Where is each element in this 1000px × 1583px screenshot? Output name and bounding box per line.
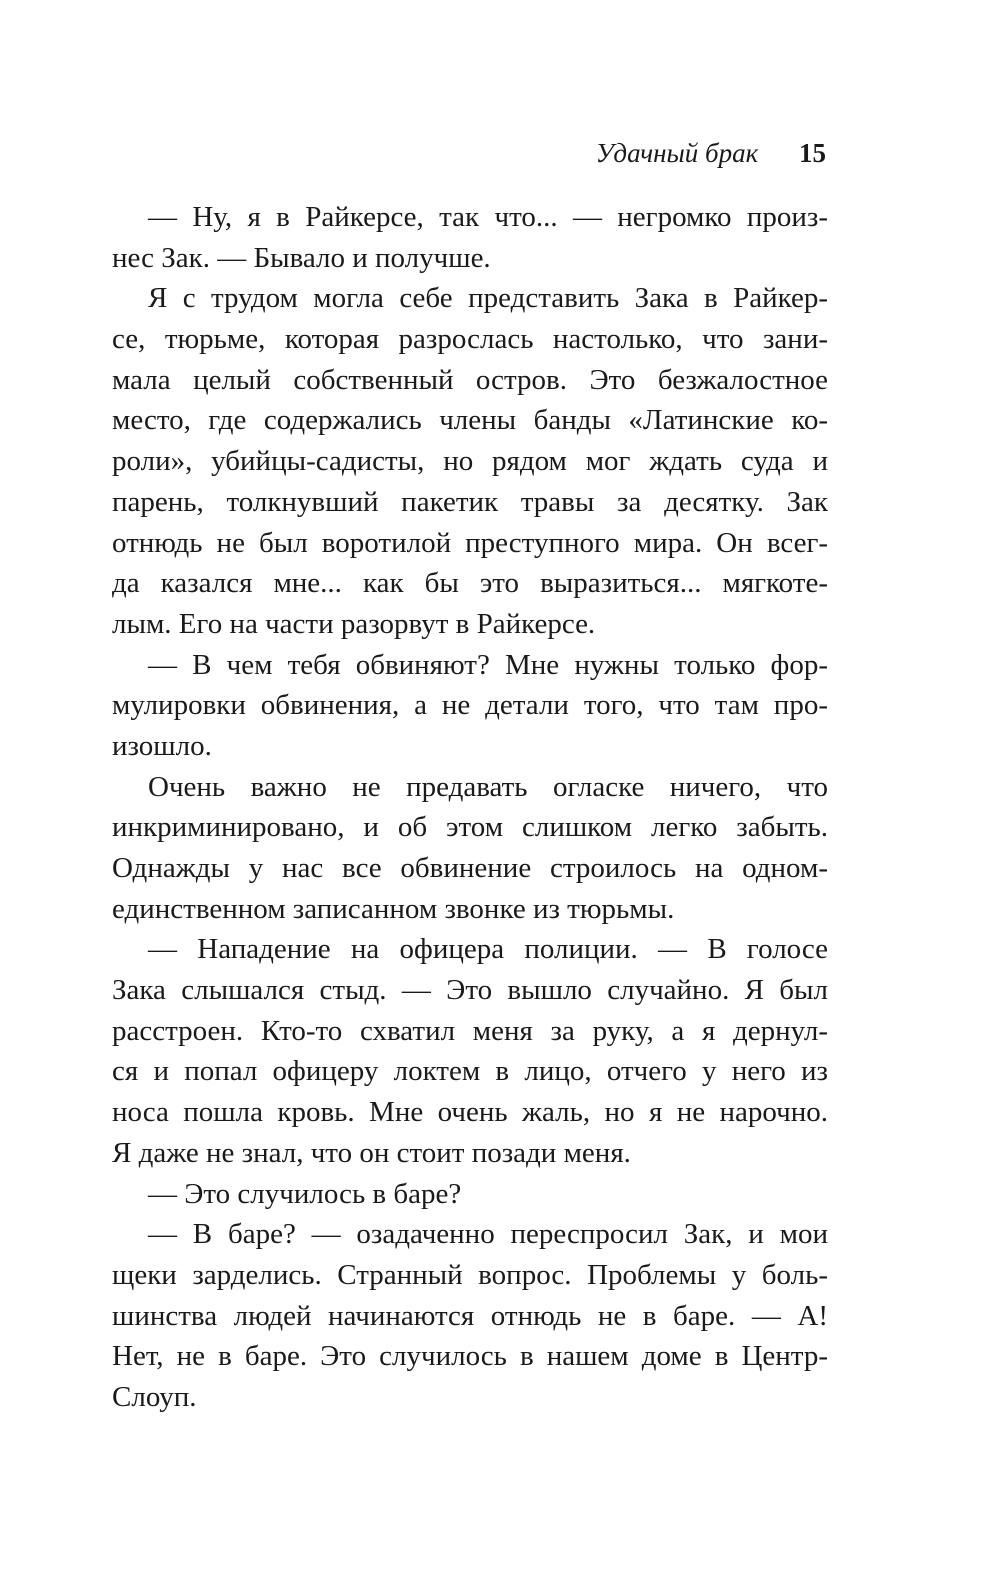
text-line: Я с трудом могла себе представить Зака в Райкер-: [148, 282, 828, 315]
text-line: се, тюрьме, которая разрослась настолько, что зани-: [112, 323, 828, 356]
text-line: — Ну, я в Райкерсе, так что... — негромко произ-: [148, 201, 828, 233]
text-line: единственном записанном звонке из тюрьмы.: [112, 892, 675, 925]
running-head: [596, 136, 826, 170]
text-line: изошло.: [112, 729, 212, 762]
text-line: Однажды у нас все обвинение строилось на одном-: [112, 852, 828, 884]
text-line: — В баре? — озадаченно переспросил Зак, и мои: [148, 1218, 828, 1251]
text-line: — Нападение на офицера полиции. — В голосе: [148, 933, 828, 966]
body-text: [112, 197, 828, 1418]
text-line: лым. Его на части разорвут в Райкерсе.: [112, 607, 596, 640]
text-line: шинства людей начинаются отнюдь не в баре. — А!: [112, 1299, 828, 1332]
text-line: мулировки обвинения, а не детали того, что там про-: [112, 689, 828, 722]
text-line: парень, толкнувший пакетик травы за десятку. Зак: [112, 485, 828, 518]
text-line: место, где содержались члены банды «Латинские ко-: [112, 404, 828, 437]
text-line: Нет, не в баре. Это случилось в нашем доме в Центр-: [112, 1340, 828, 1373]
text-line: инкриминировано, и об этом слишком легко забыть.: [112, 811, 828, 844]
text-line: Слоуп.: [112, 1380, 197, 1413]
text-line: да казался мне... как бы это выразиться... мягкоте-: [112, 567, 828, 600]
text-line: щеки зарделись. Странный вопрос. Проблемы у боль-: [112, 1258, 828, 1291]
running-title: Удачный брак: [595, 138, 759, 168]
text-line: Зака слышался стыд. — Это вышло случайно. Я был: [112, 974, 828, 1007]
text-line: — В чем тебя обвиняют? Мне нужны только фор-: [148, 648, 828, 681]
text-line: нес Зак. — Бывало и получше.: [112, 241, 491, 274]
text-line: мала целый собственный остров. Это безжалостное: [112, 363, 828, 396]
text-line: ся и попал офицеру локтем в лицо, отчего у него из: [112, 1055, 828, 1088]
text-line: отнюдь не был воротилой преступного мира. Он всег-: [112, 526, 828, 559]
page-number: 15: [799, 138, 826, 168]
text-line: — Это случилось в баре?: [148, 1177, 462, 1210]
text-line: носа пошла кровь. Мне очень жаль, но я не нарочно.: [112, 1096, 828, 1129]
text-line: Очень важно не предавать огласке ничего, что: [148, 770, 828, 803]
text-line: Я даже не знал, что он стоит позади меня.: [112, 1136, 631, 1169]
text-line: расстроен. Кто-то схватил меня за руку, а я дернул-: [112, 1014, 828, 1047]
text-line: роли», убийцы-садисты, но рядом мог ждать суда и: [112, 445, 828, 478]
